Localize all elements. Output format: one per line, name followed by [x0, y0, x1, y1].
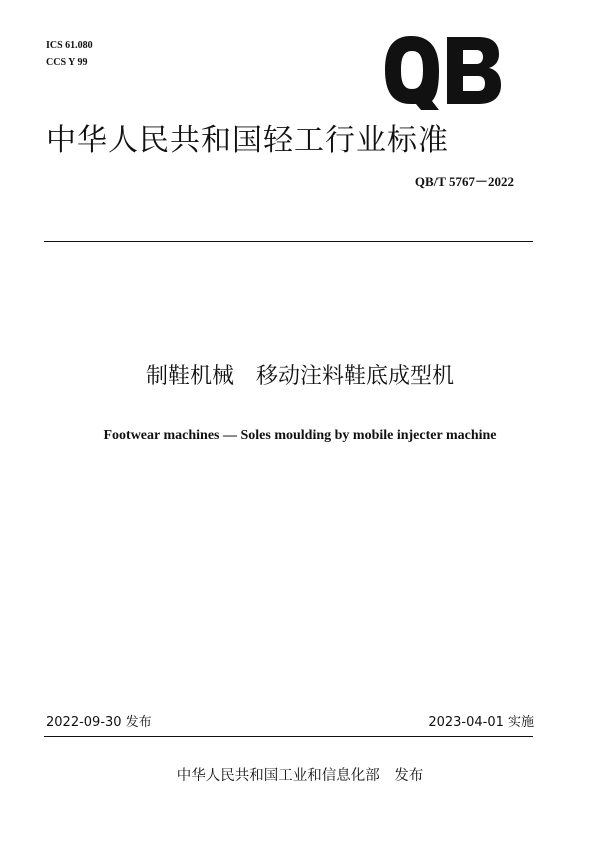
publisher: 中华人民共和国工业和信息化部 发布	[176, 768, 424, 784]
qb-logo-graphic	[383, 34, 503, 110]
document-title-chinese: 制鞋机械 移动注料鞋底成型机	[145, 364, 454, 389]
header-divider	[44, 241, 533, 242]
issue-date: 2022-09-30 发布	[46, 715, 152, 730]
organization-title: 中华人民共和国轻工行业标准	[46, 123, 449, 158]
footer-divider	[44, 736, 533, 737]
standard-number: QB/T 5767－2022	[414, 174, 514, 189]
document-title-english: Footwear machines — Soles moulding by mobile injecter machine	[103, 428, 497, 443]
implementation-date: 2023-04-01 实施	[428, 715, 534, 730]
classification-codes	[46, 37, 93, 71]
ccs-code: CCS Y 99	[46, 57, 88, 68]
ics-code: ICS 61.080	[46, 40, 93, 51]
qb-logo	[383, 34, 503, 110]
